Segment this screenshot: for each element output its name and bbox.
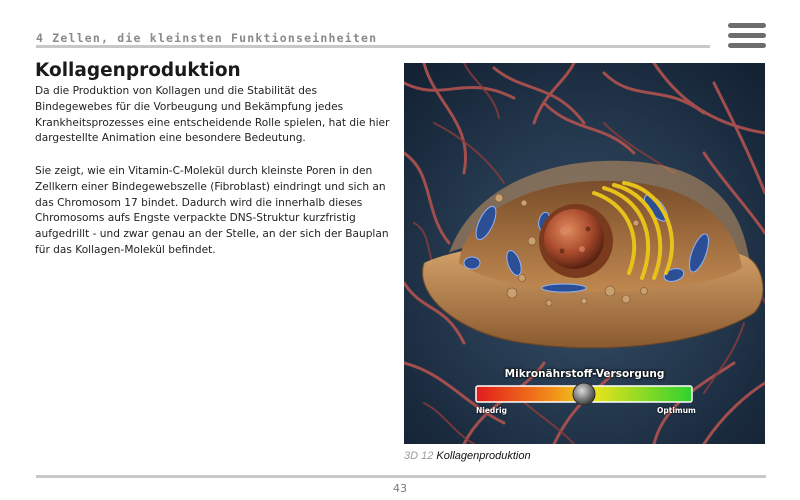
figure-caption <box>404 450 531 462</box>
bottom-divider <box>36 475 766 478</box>
gauge-low-label: Niedrig <box>476 406 507 415</box>
nutrient-gauge-knob <box>573 383 595 405</box>
page-heading: Kollagenproduktion <box>35 60 241 81</box>
caption-title: Kollagenproduktion <box>436 450 531 462</box>
body-paragraph-1: Da die Produktion von Kollagen und die Stabilität des Bindegewebes für die Vorbeugung und Bekämpfung jedes Krankheitsprozesses eine entscheidende Rolle spielen, hat die hier dargestellte Animation eine besondere Bedeutung. <box>35 85 390 145</box>
top-divider <box>36 45 710 48</box>
hamburger-menu-icon <box>728 23 766 28</box>
cell-animation-figure[interactable] <box>404 63 765 444</box>
gauge-title: Mikronährstoff-Versorgung <box>504 368 665 380</box>
gauge-high-label: Optimum <box>657 406 696 415</box>
chapter-title: 4 Zellen, die kleinsten Funktionseinheiten <box>36 31 378 45</box>
body-paragraph-2: Sie zeigt, wie ein Vitamin-C-Molekül durch kleinste Poren in den Zellkern einer Bindegewebszelle (Fibroblast) eindringt und sich an das Chromosom 17 bindet. Dadurch wird die innerhalb dieses Chromosoms aufs Engste verpackte DNS-Struktur kurzfristig aufgedrillt - und zwar genau an der Stelle, an der sich der Bauplan für das Kollagen-Molekül befindet. <box>35 165 389 256</box>
menu-button[interactable] <box>728 23 766 51</box>
caption-number: 3D 12 <box>404 450 434 462</box>
cell-illustration <box>404 63 765 444</box>
page-number: 43 <box>393 482 407 495</box>
